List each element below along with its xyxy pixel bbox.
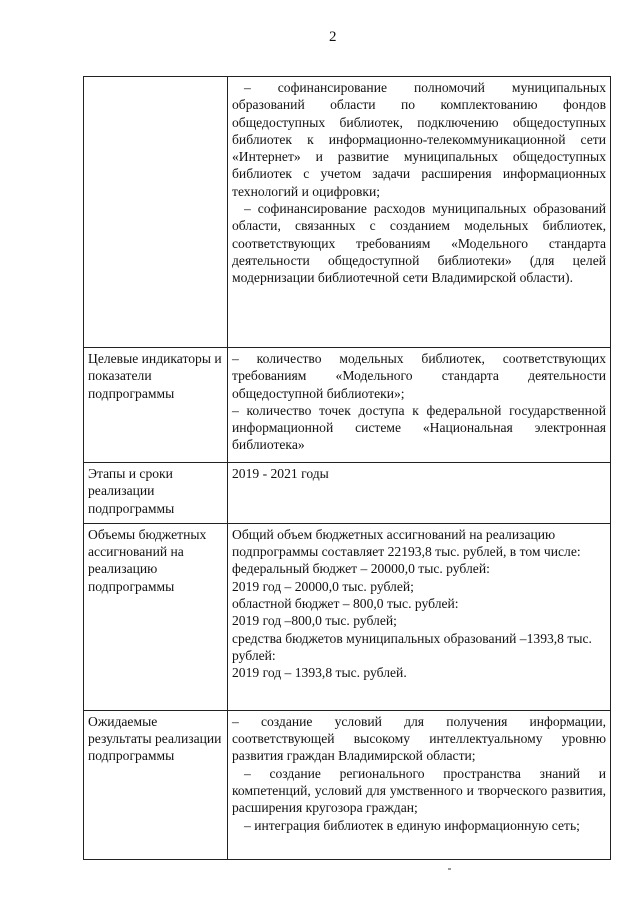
- budget-line-municipal-2019: 2019 год – 1393,8 тыс. рублей.: [232, 665, 407, 681]
- table-row-stages: [84, 463, 611, 524]
- row-value-results: [228, 710, 611, 859]
- page-number: 2: [329, 29, 337, 45]
- program-passport-table: [83, 76, 611, 860]
- row-value-tasks: [228, 77, 611, 348]
- budget-line-regional-2019: 2019 год –800,0 тыс. рублей;: [232, 613, 397, 629]
- row-label-indicators: Целевые индикаторы и показатели подпрограммы: [84, 348, 228, 463]
- budget-line-municipal: средства бюджетов муниципальных образований –1393,8 тыс. рублей:: [232, 630, 592, 663]
- results-paragraph-2: – создание регионального пространства знаний и компетенций, условий для умственного и творческого развития, расширения кругозора граждан;: [232, 765, 606, 816]
- row-value-indicators: [228, 348, 611, 463]
- indicators-paragraph-2: – количество точек доступа к федеральной государственной информационной системе «Национальная электронная библиотека»: [232, 402, 606, 453]
- table-row-results: [84, 710, 611, 859]
- row-value-budget: [228, 523, 611, 710]
- budget-line-federal: федеральный бюджет – 20000,0 тыс. рублей:: [232, 561, 490, 577]
- tasks-paragraph-1: – софинансирование полномочий муниципальных образований области по комплектованию фондов общедоступных библиотек, подключению общедоступных библиотек к информационно-телекоммуникационной сети «Интернет» и развитие муниципальных общедоступных библиотек с учетом задачи расширения информационных технологий и оцифровки;: [232, 80, 606, 199]
- budget-line-total: Общий объем бюджетных ассигнований на реализацию подпрограммы составляет 22193,8 тыс. рублей, в том числе:: [232, 526, 581, 560]
- results-paragraph-3: – интеграция библиотек в единую информационную сеть;: [244, 817, 580, 833]
- tasks-paragraph-2: – софинансирование расходов муниципальных образований области, связанных с созданием модельных библиотек, соответствующих требованиям «Модельного стандарта деятельности общедоступной библиотеки» (для целей модернизации библиотечной сети Владимирской области).: [232, 201, 606, 286]
- table-row-budget: [84, 523, 611, 710]
- table-row-indicators: [84, 348, 611, 463]
- budget-line-federal-2019: 2019 год – 20000,0 тыс. рублей;: [232, 578, 414, 594]
- scan-speck: [448, 868, 451, 870]
- indicators-paragraph-1: – количество модельных библиотек, соответствующих требованиям «Модельного стандарта деятельности общедоступной библиотеки»;: [232, 351, 606, 401]
- row-label-stages: Этапы и сроки реализации подпрограммы: [84, 463, 228, 524]
- row-label-results: Ожидаемые результаты реализации подпрограммы: [84, 710, 228, 859]
- table-row-tasks: [84, 77, 611, 348]
- row-label-tasks: [84, 77, 228, 348]
- budget-line-regional: областной бюджет – 800,0 тыс. рублей:: [232, 596, 459, 612]
- row-label-budget: Объемы бюджетных ассигнований на реализацию подпрограммы: [84, 523, 228, 710]
- results-paragraph-1: – создание условий для получения информации, соответствующей высокому интеллектуальному уровню развития граждан Владимирской области;: [232, 713, 606, 764]
- row-value-stages: 2019 - 2021 годы: [228, 463, 611, 524]
